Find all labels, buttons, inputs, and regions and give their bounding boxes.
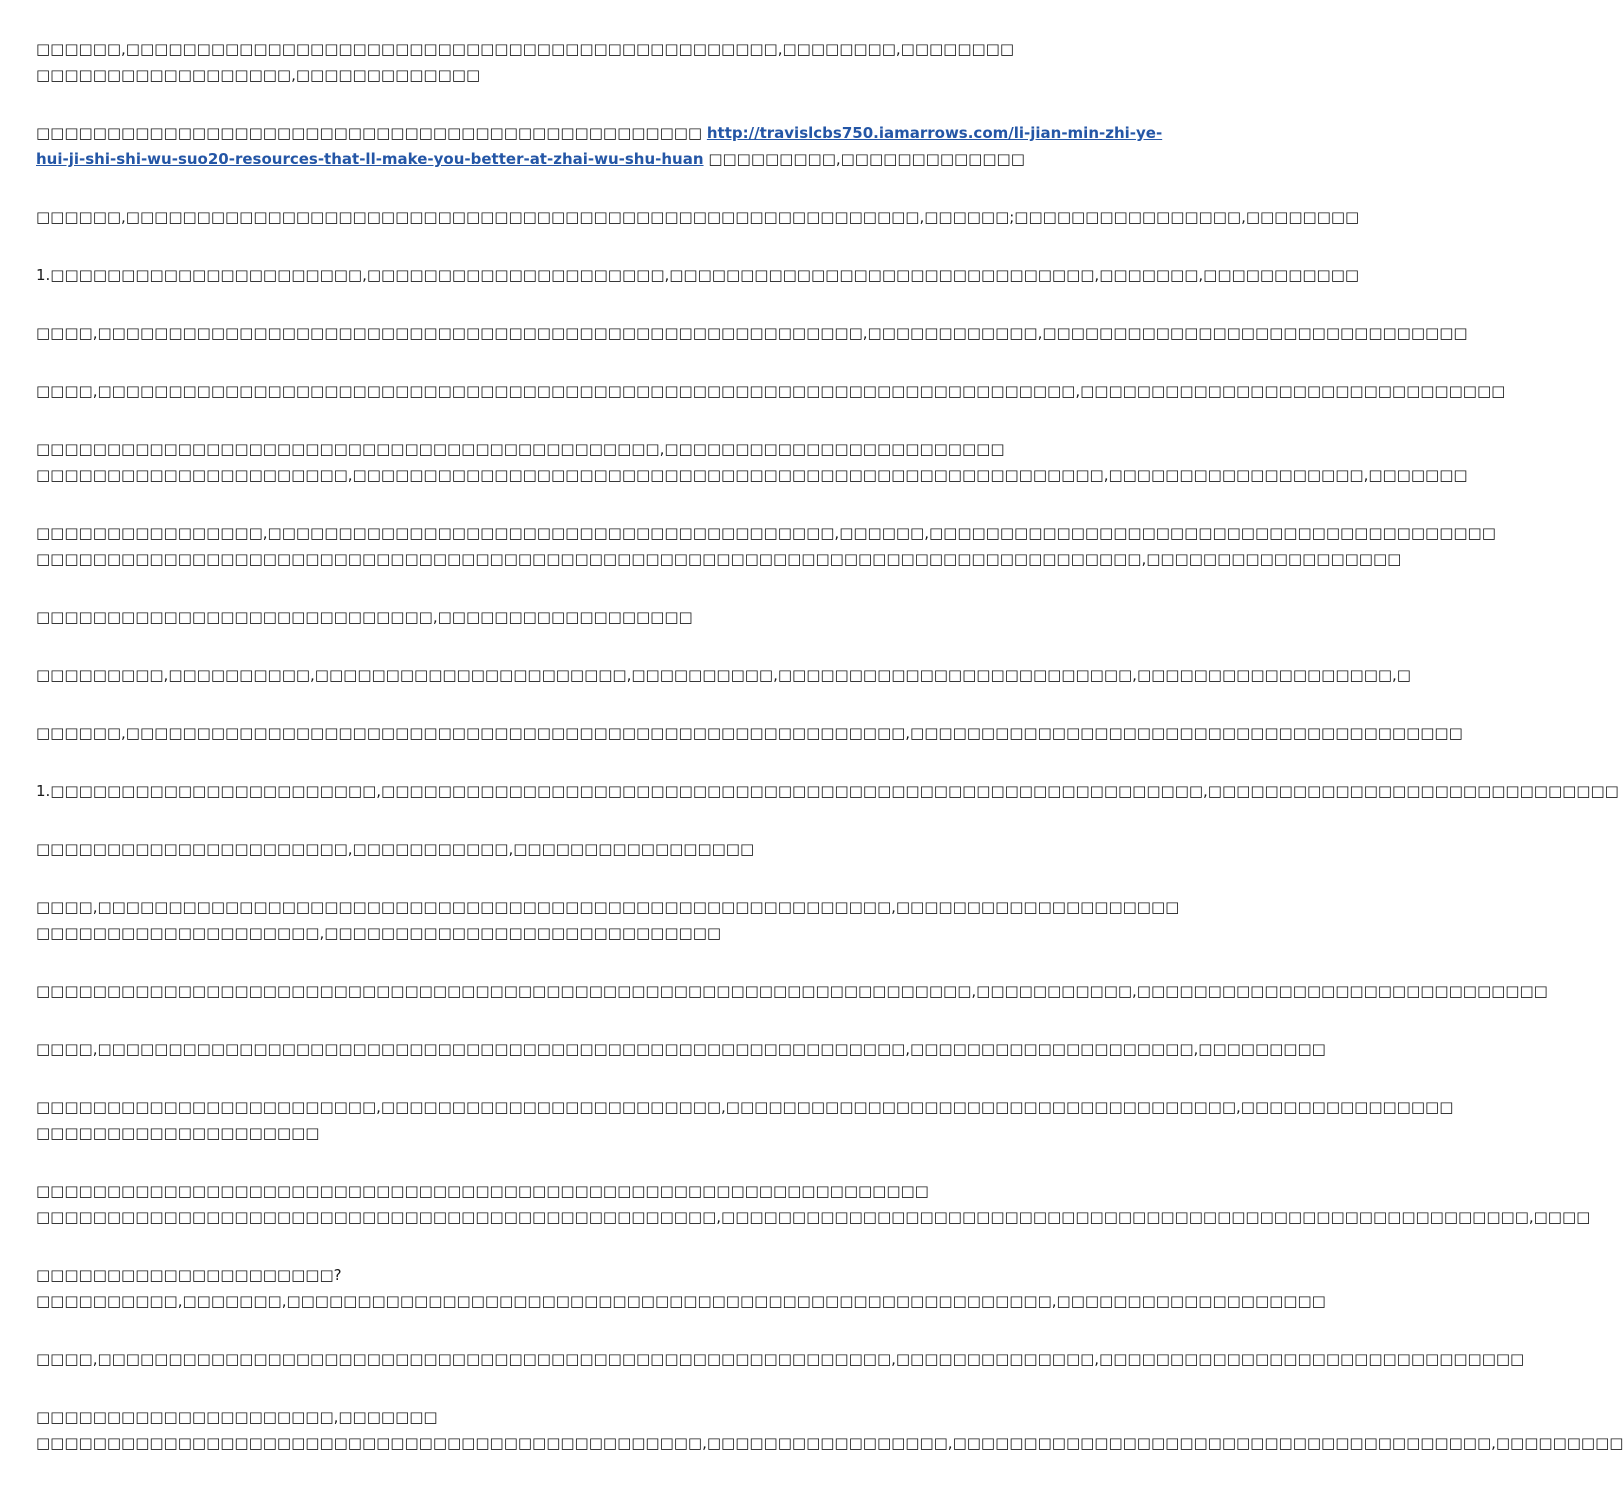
text-segment: □□□□,□□□□□□□□□□□□□□□□□□□□□□□□□□□□□□□□□□□□□□□□□□□□□□□□□□□□□□□□,□□□□□□□□□□□□□□□□□□□□ <box>36 898 1180 916</box>
text-line <box>36 662 1411 688</box>
text-line <box>36 778 1619 804</box>
article-link[interactable]: http://travislcbs750.iamarrows.com/li-jian-min-zhi-ye- <box>706 124 1163 142</box>
text-segment: □□□□□□,□□□□□□□□□□□□□□□□□□□□□□□□□□□□□□□□□□□□□□□□□□□□□□,□□□□□□□□,□□□□□□□□ <box>36 40 1015 58</box>
text-line <box>36 462 1468 488</box>
text-segment: □□□□□□□□□□,□□□□□□□,□□□□□□□□□□□□□□□□□□□□□□□□□□□□□□□□□□□□□□□□□□□□□□□□□□□□□□,□□□□□□□□□□□□□□□□□□□ <box>36 1292 1326 1310</box>
text-line <box>36 546 1402 572</box>
text-line <box>36 978 1548 1004</box>
text-segment: 1.□□□□□□□□□□□□□□□□□□□□□□□,□□□□□□□□□□□□□□□□□□□□□□□□□□□□□□□□□□□□□□□□□□□□□□□□□□□□□□□□□□,□□□□□□□□□□□□□□□□□□□□□□□□□□□□□ <box>36 782 1619 800</box>
text-segment: □□□□,□□□□□□□□□□□□□□□□□□□□□□□□□□□□□□□□□□□□□□□□□□□□□□□□□□□□□□,□□□□□□□□□□□□,□□□□□□□□□□□□□□□□□□□□□□□□□□□□□□ <box>36 324 1468 342</box>
text-line <box>36 378 1506 404</box>
paragraph <box>36 662 1411 688</box>
text-segment: □□□□□□□□□□□□□□□□□□□□□□□□□□□□,□□□□□□□□□□□□□□□□□□ <box>36 608 693 626</box>
text-segment: □□□□□□,□□□□□□□□□□□□□□□□□□□□□□□□□□□□□□□□□□□□□□□□□□□□□□□□□□□□□□□□,□□□□□□;□□□□□□□□□□□□□□□□,□□□□□□□□ <box>36 208 1360 226</box>
text-line <box>36 1120 990 1146</box>
text-segment: 1.□□□□□□□□□□□□□□□□□□□□□□,□□□□□□□□□□□□□□□□□□□□□,□□□□□□□□□□□□□□□□□□□□□□□□□□□□□□,□□□□□□□,□□□□□□□□□□□ <box>36 266 1360 284</box>
text-segment: □□□□□□□□□□□□□□□□□□□□□□,□□□□□□□□□□□,□□□□□□□□□□□□□□□□□ <box>36 840 755 858</box>
paragraph <box>36 36 1015 88</box>
text-line <box>36 720 1463 746</box>
paragraph <box>36 836 990 862</box>
text-line <box>36 894 1180 920</box>
text-line <box>36 62 990 88</box>
text-segment: □□□□□□□□□□□□□□□□□□□□□□□□□□□□□□□□□□□□□□□□□□□□□□□ <box>36 124 707 142</box>
text-line <box>36 920 990 946</box>
text-segment: □□□□□□□□□,□□□□□□□□□□□□□ <box>703 150 1025 168</box>
text-line <box>36 1288 1326 1314</box>
text-line <box>36 836 990 862</box>
text-segment: □□□□□□□□□□□□□□□□□□□□,□□□□□□□□□□□□□□□□□□□□□□□□□□□□ <box>36 924 722 942</box>
text-segment: □□□□□□□□□□□□□□□□□□□□□□□□□□□□□□□□□□□□□□□□□□□□,□□□□□□□□□□□□□□□□□□□□□□□□ <box>36 440 1005 458</box>
paragraph <box>36 604 990 630</box>
text-segment: □□□□□□□□□□□□□□□□□□□□□□□□,□□□□□□□□□□□□□□□□□□□□□□□□,□□□□□□□□□□□□□□□□□□□□□□□□□□□□□□□□□□□□,□□□□□□□□□□□□□□□ <box>36 1098 1454 1116</box>
text-segment: □□□□□□□□□□□□□□□□□□□□□? <box>36 1266 342 1284</box>
text-segment: □□□□□□□□□□□□□□□□□□□□□□□□□□□□□□□□□□□□□□□□□□□□□□□□□□□□□□□□□□□□□□□ <box>36 1182 929 1200</box>
text-segment: □□□□,□□□□□□□□□□□□□□□□□□□□□□□□□□□□□□□□□□□□□□□□□□□□□□□□□□□□□□□□,□□□□□□□□□□□□□□,□□□□□□□□□□□□□□□□□□□□□□□□□□□□□□ <box>36 1350 1525 1368</box>
paragraph <box>36 1404 1623 1456</box>
article-link[interactable]: hui-ji-shi-shi-wu-suo20-resources-that-ll-make-you-better-at-zhai-wu-shu-huan <box>36 150 704 168</box>
text-segment: □□□□,□□□□□□□□□□□□□□□□□□□□□□□□□□□□□□□□□□□□□□□□□□□□□□□□□□□□□□□□□,□□□□□□□□□□□□□□□□□□□□,□□□□□□□□□ <box>36 1040 1326 1058</box>
text-line <box>36 1346 1525 1372</box>
text-segment: □□□□□□□□□□□□□□□□□□□□□□□□□□□□□□□□□□□□□□□□□□□□□□□□□□□□□□□□□□□□□□□□□□□□□□□□□□□□□□,□□□□□□□□□□□□□□□□□□ <box>36 550 1402 568</box>
text-segment: □□□□□□□□□□□□□□□□□□□□□□,□□□□□□□□□□□□□□□□□□□□□□□□□□□□□□□□□□□□□□□□□□□□□□□□□□□□□,□□□□□□□□□□□□□□□□□□,□□□□□□□ <box>36 466 1468 484</box>
text-line <box>36 1204 1591 1230</box>
text-segment: □□□□□□□□□□□□□□□□□□□□□□□□□□□□□□□□□□□□□□□□□□□□□□□□□□□□□□□□□□□□□□□□□□,□□□□□□□□□□□,□□□□□□□□□□□□□□□□□□□□□□□□□□□□□ <box>36 982 1548 1000</box>
text-segment: □□□□□□□□□,□□□□□□□□□□,□□□□□□□□□□□□□□□□□□□□□□,□□□□□□□□□□,□□□□□□□□□□□□□□□□□□□□□□□□□,□□□□□□□□□□□□□□□□□□,□ <box>36 666 1411 684</box>
text-segment: □□□□□□□□□□□□□□□□□□□□ <box>36 1124 320 1142</box>
text-line <box>36 1036 1326 1062</box>
paragraph <box>36 378 1506 404</box>
text-segment: □□□□□□□□□□□□□□□□□□,□□□□□□□□□□□□□ <box>36 66 481 84</box>
paragraph <box>36 978 1548 1004</box>
text-line <box>36 1262 990 1288</box>
paragraph <box>36 894 1180 946</box>
paragraph <box>36 1262 1326 1314</box>
text-line <box>36 1430 1623 1456</box>
paragraph <box>36 204 1360 230</box>
text-line <box>36 204 1360 230</box>
text-line <box>36 436 1005 462</box>
text-line <box>36 1094 1454 1120</box>
text-line <box>36 36 1015 62</box>
text-segment: □□□□,□□□□□□□□□□□□□□□□□□□□□□□□□□□□□□□□□□□□□□□□□□□□□□□□□□□□□□□□□□□□□□□□□□□□□,□□□□□□□□□□□□□□□□□□□□□□□□□□□□□□ <box>36 382 1506 400</box>
paragraph <box>36 1036 1326 1062</box>
text-segment: □□□□□□□□□□□□□□□□□□□□□□□□□□□□□□□□□□□□□□□□□□□□□□□□,□□□□□□□□□□□□□□□□□□□□□□□□□□□□□□□□□□□□□□□□□□□□□□□□□□□□□□□□□,□□□□ <box>36 1208 1591 1226</box>
text-segment: □□□□□□□□□□□□□□□□□□□□□□□□□□□□□□□□□□□□□□□□□□□□□□□,□□□□□□□□□□□□□□□□□,□□□□□□□□□□□□□□□□□□□□□□□□□□□□□□□□□□□□□□,□□□□□□□□□ <box>36 1434 1623 1452</box>
paragraph <box>36 778 1619 804</box>
text-line <box>36 120 1163 146</box>
text-segment: □□□□□□□□□□□□□□□□□□□□□,□□□□□□□ <box>36 1408 438 1426</box>
text-line <box>36 604 990 630</box>
paragraph <box>36 1346 1525 1372</box>
text-segment: □□□□□□,□□□□□□□□□□□□□□□□□□□□□□□□□□□□□□□□□□□□□□□□□□□□□□□□□□□□□□□,□□□□□□□□□□□□□□□□□□□□□□□□□□□□□□□□□□□□□□□ <box>36 724 1463 742</box>
text-line <box>36 1178 990 1204</box>
text-line <box>36 1404 990 1430</box>
paragraph <box>36 436 1468 488</box>
text-line <box>36 320 1468 346</box>
document-body <box>36 36 1623 1488</box>
paragraph <box>36 262 1360 288</box>
paragraph <box>36 320 1468 346</box>
paragraph <box>36 1178 1591 1230</box>
paragraph <box>36 120 1163 172</box>
paragraph <box>36 520 1496 572</box>
text-line <box>36 520 1496 546</box>
paragraph <box>36 1094 1454 1146</box>
text-line <box>36 262 1360 288</box>
text-segment: □□□□□□□□□□□□□□□□,□□□□□□□□□□□□□□□□□□□□□□□□□□□□□□□□□□□□□□□□,□□□□□□,□□□□□□□□□□□□□□□□□□□□□□□□□□□□□□□□□□□□□□□□ <box>36 524 1496 542</box>
text-line <box>36 146 1025 172</box>
paragraph <box>36 720 1463 746</box>
